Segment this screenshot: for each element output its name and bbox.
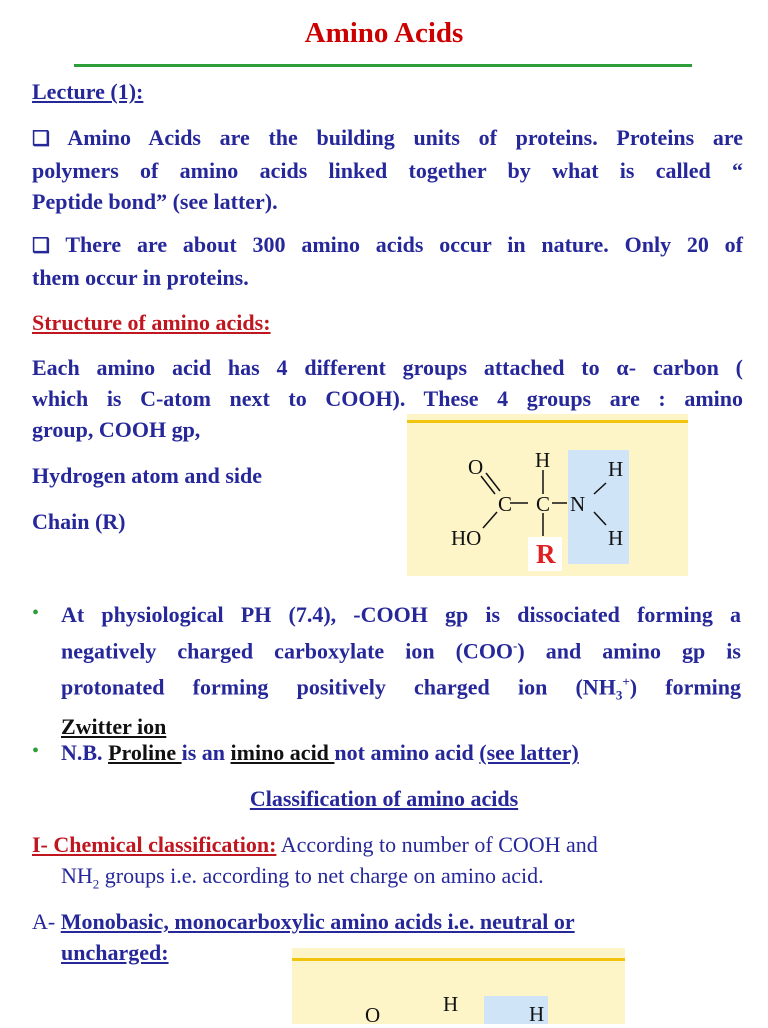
superscript: +: [622, 674, 630, 690]
paragraph-text: negatively charged carboxylate ion (COO: [61, 638, 514, 664]
nb-label: N.B.: [61, 740, 109, 765]
subscript: 2: [92, 876, 100, 892]
paragraph-text: not amino acid: [334, 740, 480, 765]
carboxyl-carbon-label: C: [498, 492, 513, 516]
checkbox-bullet-icon: ❑: [32, 128, 50, 150]
proline-term: Proline: [108, 740, 182, 765]
paragraph-300-amino-acids: [32, 229, 743, 293]
nitrogen-label: N: [570, 492, 586, 516]
page-title: Amino Acids: [304, 17, 464, 49]
figure-top-line: [292, 958, 625, 961]
paragraph-line: them occur in proteins.: [32, 265, 249, 290]
chemical-classification-line2: [61, 860, 544, 899]
section-a-prefix: A-: [32, 909, 61, 934]
title-underline: [74, 64, 692, 67]
oxygen-label: O: [365, 1003, 381, 1027]
paragraph-line: [61, 630, 741, 666]
hydrogen-top-label: H: [443, 992, 459, 1016]
hydrogen-amino-label: H: [529, 1002, 545, 1026]
paragraph-line: Peptide bond” (see latter).: [32, 189, 278, 214]
paragraph-line: group, COOH gp,: [32, 417, 201, 442]
paragraph-line: [32, 122, 743, 155]
chemical-classification-text: According to number of COOH and: [276, 832, 598, 857]
paragraph-line: At physiological PH (7.4), -COOH gp is dissociated forming a: [61, 602, 741, 627]
paragraph-line: polymers of amino acids linked together by what is called “: [32, 158, 743, 183]
paragraph-text: is an: [181, 740, 231, 765]
classification-heading: Classification of amino acids: [249, 786, 519, 811]
see-latter-note: (see latter): [479, 740, 579, 765]
bullet-zwitter-ion: [61, 599, 741, 742]
bullet-dot-icon: •: [32, 602, 40, 624]
amino-acid-structure-figure: [407, 414, 688, 576]
paragraph-text: groups i.e. according to net charge on amino acid.: [99, 863, 544, 888]
oxygen-label: O: [468, 455, 484, 479]
structure-line-hydrogen: Hydrogen atom and side: [32, 463, 263, 488]
chemical-classification-label: I- Chemical classification:: [32, 832, 277, 857]
hydrogen-amino-top-label: H: [608, 457, 624, 481]
bullet-proline-note: [61, 737, 579, 768]
section-a-heading: [32, 906, 575, 937]
paragraph-text: protonated forming positively charged ion (NH: [61, 674, 616, 700]
structure-line-chain: Chain (R): [32, 509, 126, 534]
paragraph-line: [32, 229, 743, 262]
bullet-dot-icon: •: [32, 740, 40, 762]
alpha-carbon-label: C: [536, 492, 551, 516]
section-a-title-cont: uncharged:: [61, 940, 169, 965]
paragraph-line: [61, 666, 741, 711]
imino-acid-term: imino acid: [230, 740, 335, 765]
paragraph-text: There are about 300 amino acids occur in nature. Only 20 of: [65, 232, 744, 257]
zwitter-ion-term: Zwitter ion: [61, 714, 167, 740]
paragraph-text: Amino Acids are the building units of proteins. Proteins are: [67, 125, 743, 150]
checkbox-bullet-icon: ❑: [32, 235, 50, 257]
hydrogen-amino-bottom-label: H: [608, 526, 624, 550]
chemical-classification: [32, 829, 598, 860]
subscript: 3: [615, 688, 623, 704]
paragraph-building-units: [32, 122, 743, 217]
r-group-label: R: [536, 539, 556, 569]
paragraph-text: ) and amino gp is: [517, 638, 741, 664]
paragraph-text: NH: [61, 863, 93, 888]
hydroxyl-label: HO: [451, 526, 482, 550]
neutral-amino-acid-figure: [292, 948, 625, 1027]
superscript: -: [513, 638, 518, 653]
paragraph-line: Each amino acid has 4 different groups attached to α- carbon (: [32, 355, 743, 380]
lecture-heading: Lecture (1):: [32, 79, 144, 104]
paragraph-text: ) forming: [629, 674, 742, 700]
paragraph-line: which is C-atom next to COOH). These 4 groups are : amino: [32, 386, 743, 411]
hydrogen-top-label: H: [535, 448, 551, 472]
structure-heading: Structure of amino acids:: [32, 310, 271, 335]
section-a-title: Monobasic, monocarboxylic amino acids i.e. neutral or: [60, 909, 575, 934]
